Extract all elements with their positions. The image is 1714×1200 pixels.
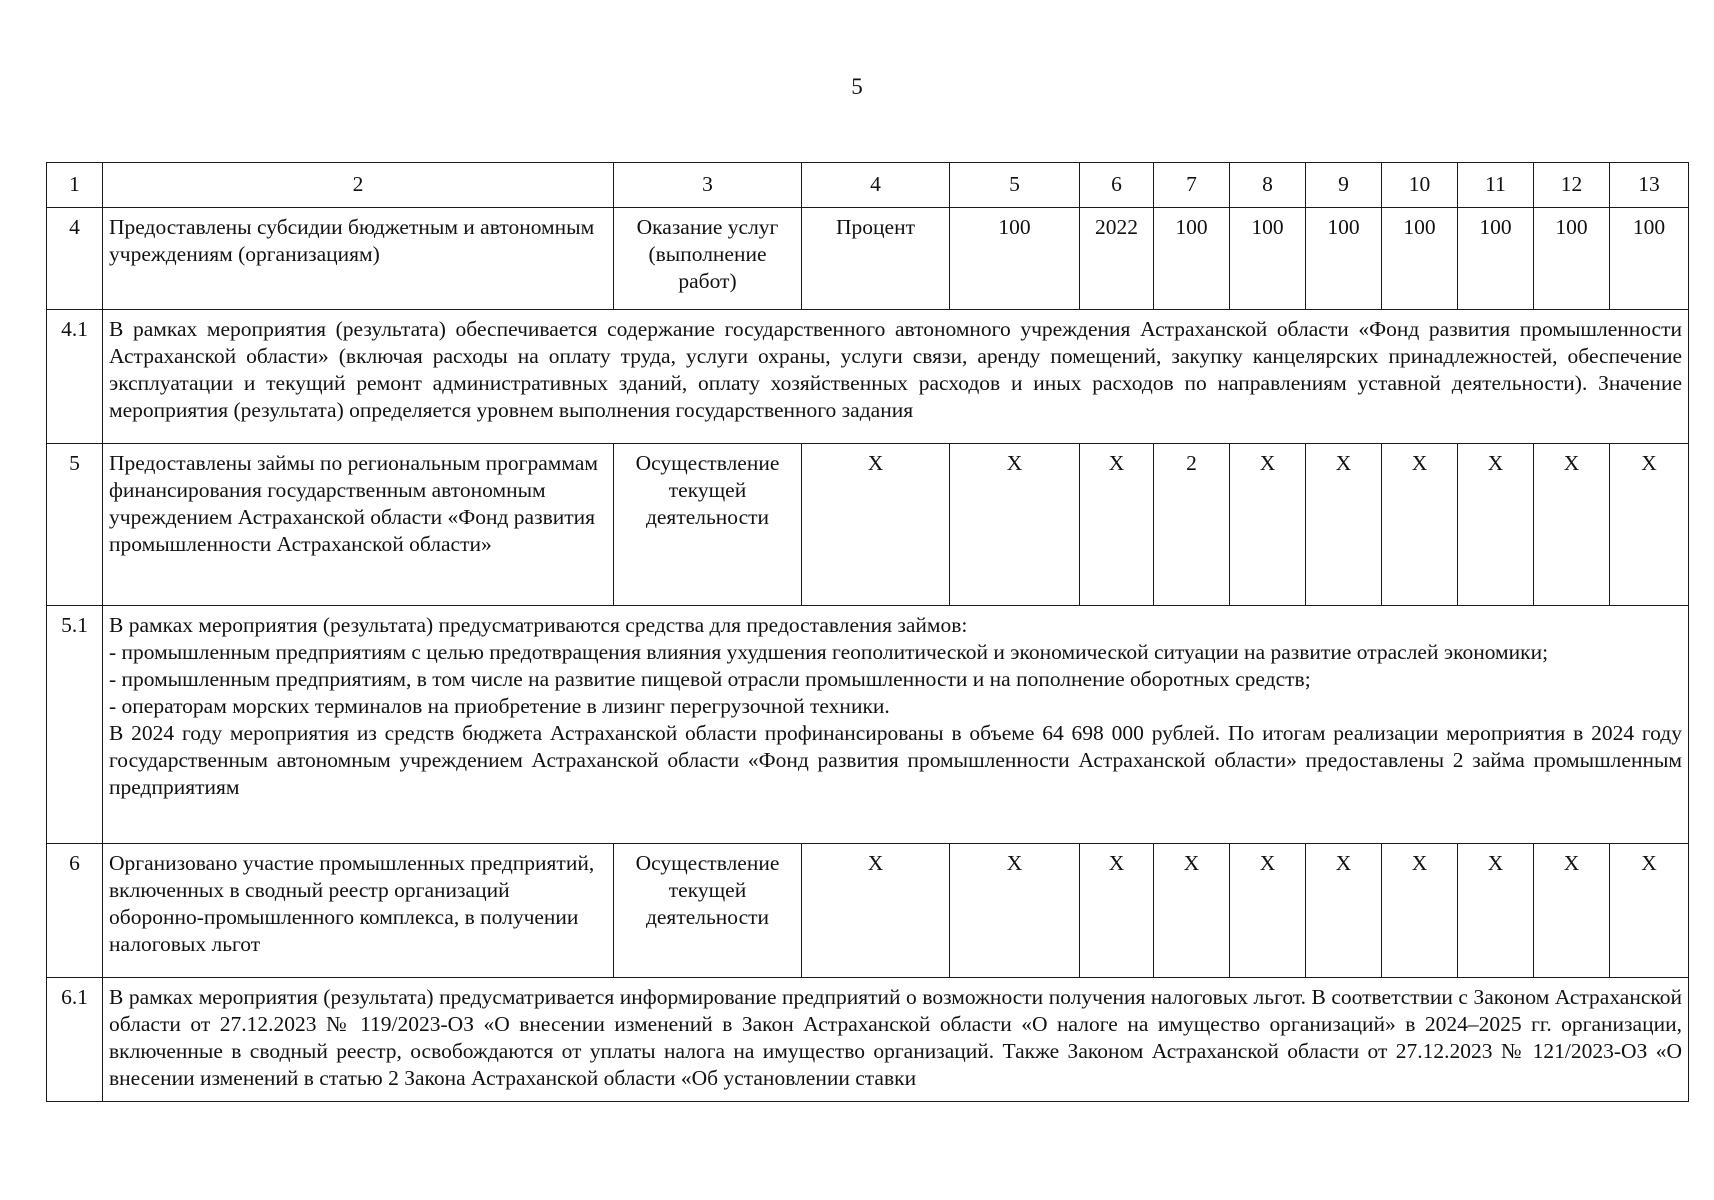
value-cell: X [1230, 844, 1306, 978]
row-number: 6.1 [47, 978, 103, 1102]
column-header: 1 [47, 163, 103, 208]
unit-cell: X [802, 444, 950, 606]
column-header: 7 [1154, 163, 1230, 208]
result-type: Осуществление текущей деятельности [614, 844, 802, 978]
results-table [46, 162, 1689, 1102]
page-number: 5 [851, 74, 863, 99]
column-header: 9 [1306, 163, 1382, 208]
row-number: 5 [47, 444, 103, 606]
column-header: 8 [1230, 163, 1306, 208]
column-header: 13 [1610, 163, 1689, 208]
table-row [47, 844, 1689, 978]
value-cell: 100 [1610, 208, 1689, 310]
value-cell: X [1458, 444, 1534, 606]
value-cell: X [1306, 844, 1382, 978]
value-cell: 100 [1458, 208, 1534, 310]
description-line: - промышленным предприятиям с целью предотвращения влияния ухудшения геополитической и экономической ситуации на развитие отраслей экономики; [109, 640, 1549, 664]
column-header: 10 [1382, 163, 1458, 208]
column-header: 5 [950, 163, 1080, 208]
description-line: В рамках мероприятия (результата) предусматриваются средства для предоставления займов: [109, 613, 968, 637]
table-row [47, 978, 1689, 1102]
table-row [47, 606, 1689, 844]
value-cell: X [1080, 844, 1154, 978]
value-cell: X [1610, 444, 1689, 606]
value-cell: X [1230, 444, 1306, 606]
value-cell: 100 [1534, 208, 1610, 310]
value-cell: X [1610, 844, 1689, 978]
value-cell: 100 [950, 208, 1080, 310]
table-header-row [47, 163, 1689, 208]
column-header: 11 [1458, 163, 1534, 208]
result-description [103, 606, 1689, 844]
value-cell: X [1382, 444, 1458, 606]
description-line: - промышленным предприятиям, в том числе на развитие пищевой отрасли промышленности и на пополнение оборотных средств; [109, 667, 1311, 691]
value-cell: X [1458, 844, 1534, 978]
unit-cell: Процент [802, 208, 950, 310]
result-description: В рамках мероприятия (результата) обеспечивается содержание государственного автономного учреждения Астраханской области «Фонд развития промышленности Астраханской области» (включая расходы на оплату труда, услуги охраны, услуги связи, аренду помещений, закупку канцелярских принадлежностей, обеспечение эксплуатации и текущий ремонт административных зданий, оплату хозяйственных расходов и иных расходов по направлениям уставной деятельности). Значение мероприятия (результата) определяется уровнем выполнения государственного задания [103, 310, 1689, 444]
table-row [47, 444, 1689, 606]
row-number: 6 [47, 844, 103, 978]
value-cell: 100 [1230, 208, 1306, 310]
value-cell: X [950, 444, 1080, 606]
description-line: - операторам морских терминалов на приобретение в лизинг перегрузочной техники. [109, 694, 890, 718]
value-cell: 100 [1154, 208, 1230, 310]
row-number: 4 [47, 208, 103, 310]
value-cell: X [1534, 444, 1610, 606]
value-cell: 2 [1154, 444, 1230, 606]
value-cell: X [1382, 844, 1458, 978]
result-name: Предоставлены займы по региональным программам финансирования государственным автономным учреждением Астраханской области «Фонд развития промышленности Астраханской области» [103, 444, 614, 606]
row-number: 5.1 [47, 606, 103, 844]
result-type: Оказание услуг (выполнение работ) [614, 208, 802, 310]
value-cell: X [1080, 444, 1154, 606]
value-cell: 100 [1306, 208, 1382, 310]
value-cell: X [1306, 444, 1382, 606]
value-cell: X [1534, 844, 1610, 978]
result-type: Осуществление текущей деятельности [614, 444, 802, 606]
column-header: 6 [1080, 163, 1154, 208]
column-header: 4 [802, 163, 950, 208]
unit-cell: X [802, 844, 950, 978]
value-cell: X [950, 844, 1080, 978]
column-header: 3 [614, 163, 802, 208]
table-row [47, 310, 1689, 444]
column-header: 2 [103, 163, 614, 208]
result-description: В рамках мероприятия (результата) предусматривается информирование предприятий о возможности получения налоговых льгот. В соответствии с Законом Астраханской области от 27.12.2023 № 119/2023-ОЗ «О внесении изменений в Закон Астраханской области «О налоге на имущество организаций» в 2024–2025 гг. организации, включенные в сводный реестр, освобождаются от уплаты налога на имущество организаций. Также Законом Астраханской области от 27.12.2023 № 121/2023-ОЗ «О внесении изменений в статью 2 Закона Астраханской области «Об установлении ставки [103, 978, 1689, 1102]
table-row [47, 208, 1689, 310]
value-cell: 2022 [1080, 208, 1154, 310]
column-header: 12 [1534, 163, 1610, 208]
description-line: В 2024 году мероприятия из средств бюджета Астраханской области профинансированы в объеме 64 698 000 рублей. По итогам реализации мероприятия в 2024 году государственным автономным учреждением Астраханской области «Фонд развития промышленности Астраханской области» предоставлены 2 займа промышленным предприятиям [109, 721, 1682, 799]
value-cell: X [1154, 844, 1230, 978]
result-name: Организовано участие промышленных предприятий, включенных в сводный реестр организаций оборонно-промышленного комплекса, в получении налоговых льгот [103, 844, 614, 978]
result-name: Предоставлены субсидии бюджетным и автономным учреждениям (организациям) [103, 208, 614, 310]
value-cell: 100 [1382, 208, 1458, 310]
row-number: 4.1 [47, 310, 103, 444]
